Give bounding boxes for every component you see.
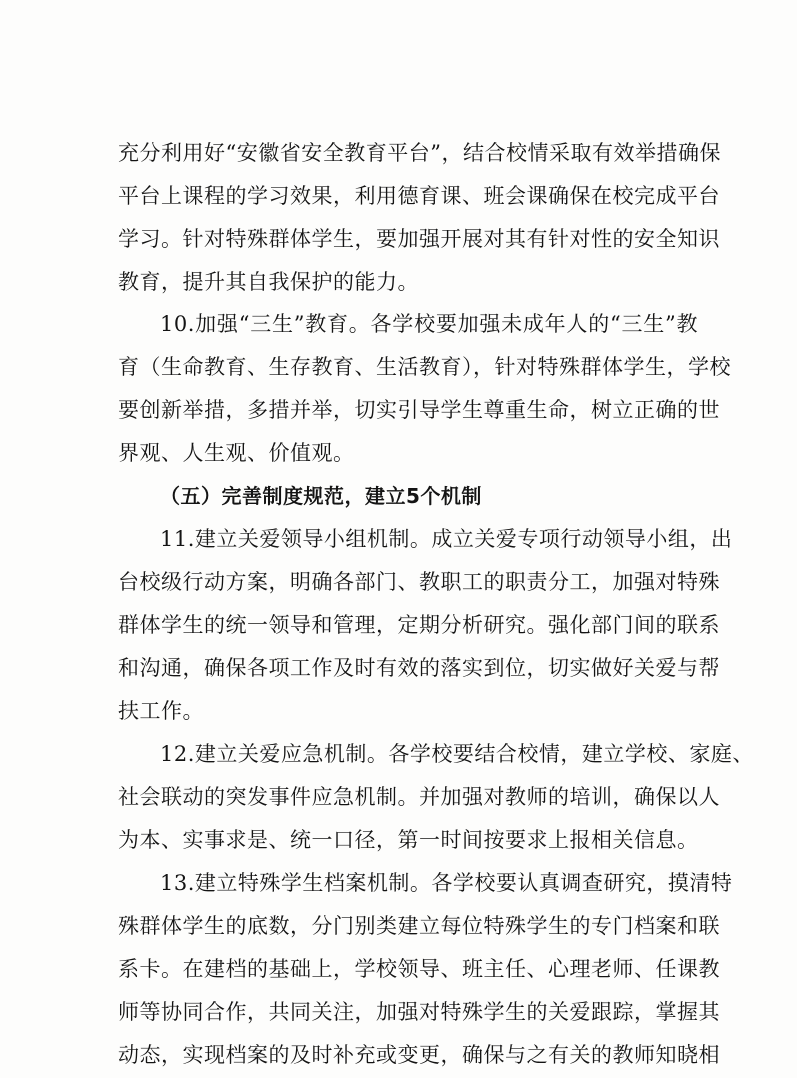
text-line: 为本、实事求是、统一口径，第一时间按要求上报相关信息。: [118, 828, 699, 852]
text-line: 学习。针对特殊群体学生，要加强开展对其有针对性的安全知识: [118, 227, 720, 251]
text-line: 界观、人生观、价值观。: [118, 441, 355, 465]
text-line: 系卡。在建档的基础上，学校领导、班主任、心理老师、任课教: [118, 957, 720, 981]
text-line: 平台上课程的学习效果，利用德育课、班会课确保在校完成平台: [118, 184, 720, 208]
text-line: 师等协同合作，共同关注，加强对特殊学生的关爱跟踪，掌握其: [118, 1000, 720, 1024]
text-line: 10.加强“三生”教育。各学校要加强未成年人的“三生”教: [160, 312, 698, 336]
text-line: 社会联动的突发事件应急机制。并加强对教师的培训，确保以人: [118, 785, 720, 809]
text-line: 动态，实现档案的及时补充或变更，确保与之有关的教师知晓相: [118, 1043, 720, 1067]
text-line: 教育，提升其自我保护的能力。: [118, 270, 419, 294]
text-line: 群体学生的统一领导和管理，定期分析研究。强化部门间的联系: [118, 613, 720, 637]
text-line: 育（生命教育、生存教育、生活教育），针对特殊群体学生，学校: [118, 355, 731, 379]
text-line: 和沟通，确保各项工作及时有效的落实到位，切实做好关爱与帮: [118, 656, 720, 680]
text-line: 台校级行动方案，明确各部门、教职工的职责分工，加强对特殊: [118, 570, 720, 594]
text-line: 充分利用好“安徽省安全教育平台”，结合校情采取有效举措确保: [118, 141, 721, 165]
text-line: 11.建立关爱领导小组机制。成立关爱专项行动领导小组，出: [160, 527, 733, 551]
text-line: 扶工作。: [118, 699, 204, 723]
section-heading: （五）完善制度规范，建立5个机制: [160, 484, 482, 508]
text-line: 殊群体学生的底数，分门别类建立每位特殊学生的专门档案和联: [118, 914, 720, 938]
text-line: 12.建立关爱应急机制。各学校要结合校情，建立学校、家庭、: [160, 742, 754, 766]
text-line: 13.建立特殊学生档案机制。各学校要认真调查研究，摸清特: [160, 871, 733, 895]
text-line: 要创新举措，多措并举，切实引导学生尊重生命，树立正确的世: [118, 398, 720, 422]
